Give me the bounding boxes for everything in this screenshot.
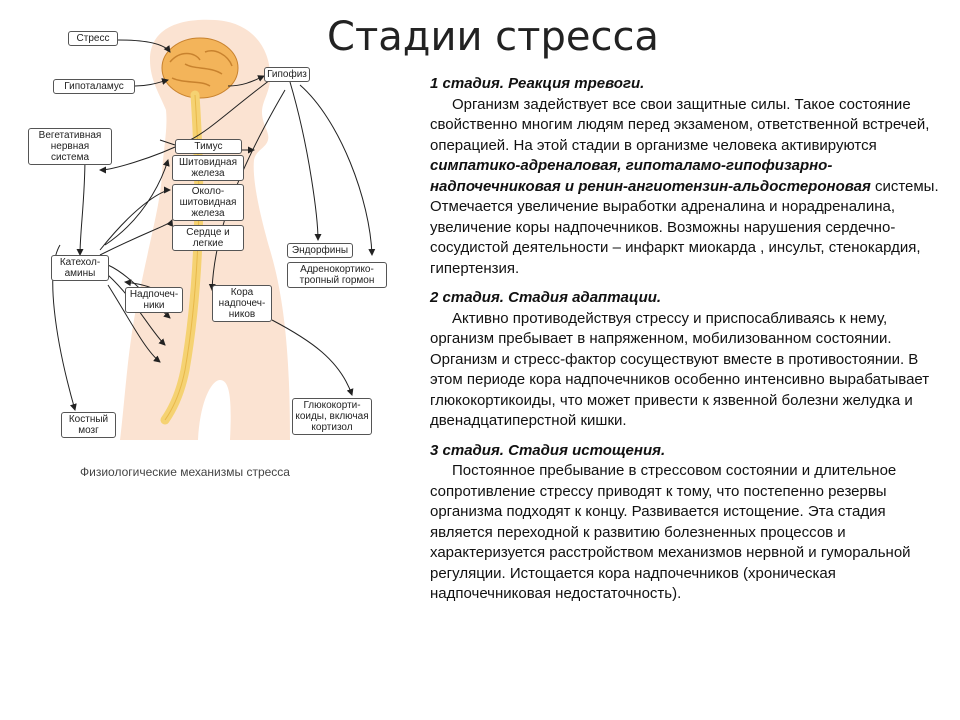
label-bone-marrow: Костный мозг: [61, 412, 116, 438]
stage-1: [430, 74, 950, 279]
diagram-caption: Физиологические механизмы стресса: [80, 465, 290, 479]
label-vegetative: Вегетативная нервная система: [28, 128, 112, 165]
stage-1-heading: 1 стадия. Реакция тревоги.: [430, 75, 645, 92]
label-adrenals: Надпочеч-ники: [125, 287, 183, 313]
label-catecholamines: Катехол-амины: [51, 255, 109, 281]
label-hypophysis: Гипофиз: [264, 67, 310, 82]
stage-2: [430, 288, 950, 432]
label-acth: Адренокортико-тропный гормон: [287, 262, 387, 288]
label-cortex: Кора надпочеч-ников: [212, 285, 272, 322]
label-thyroid: Шитовидная железа: [172, 155, 244, 181]
label-heart-lungs: Сердце и легкие: [172, 225, 244, 251]
page-title: Стадии стресса: [327, 14, 659, 60]
stage-3-heading: 3 стадия. Стадия истощения.: [430, 441, 666, 459]
stages-text: [430, 74, 950, 614]
label-stress: Стресс: [68, 31, 118, 46]
label-glucocorticoids: Глюкокорти-коиды, включая кортизол: [292, 398, 372, 435]
label-hypothalamus: Гипоталамус: [53, 79, 135, 94]
stage-3-text: Постоянное пребывание в стрессовом состоянии и длительное сопротивление стрессу приводят к тому, что постепенно резервы организма подходят к концу. Развивается истощение. Эта стадия является переходной к развитию болезненных процессов и характеризуется расстройством механизмов нервной и гуморальной регуляции. Истощается кора надпочечников (хроническая надпочечниковая недостаточность).: [430, 462, 911, 602]
label-thymus: Тимус: [175, 139, 242, 154]
label-endorphins: Эндорфины: [287, 243, 353, 258]
label-parathyroid: Около-шитовидная железа: [172, 184, 244, 221]
stage-2-text: Активно противодействуя стрессу и приспосабливаясь к нему, организм пребывает в напряженном, мобилизованном состоянии. Организм и стресс-фактор сосуществуют вместе в противостоянии. В этом периоде кора надпочечников особенно интенсивно вырабатывает глюкокортикоиды, что может привести к язвенной болезни желудка и двенадцатиперстной кишки.: [430, 309, 930, 429]
stage-1-systems: симпатико-адреналовая, гипоталамо-гипофизарно-надпочечниковая и ренин-ангиотензин-альдостероновая: [430, 157, 871, 195]
stage-2-heading: 2 стадия. Стадия адаптации.: [430, 289, 662, 306]
stage-3: [430, 441, 950, 605]
brain-icon: [162, 38, 238, 98]
stage-1-text: Организм задействует все свои защитные силы. Такое состояние свойственно многим людям перед экзаменом, ответственной встречей, операцией. На этой стадии в организме человека активируются симпатико-адреналовая, гипоталамо-гипофизарно-надпочечниковая и ренин-ангиотензин-альдостероновая системы. Отмечается увеличение выработки адреналина и норадреналина, увеличение коры надпочечников. Возможны нарушения сердечно-сосудистой деятельности – инфаркт миокарда , инсульт, стенокардия, гипертензия.: [430, 95, 939, 277]
